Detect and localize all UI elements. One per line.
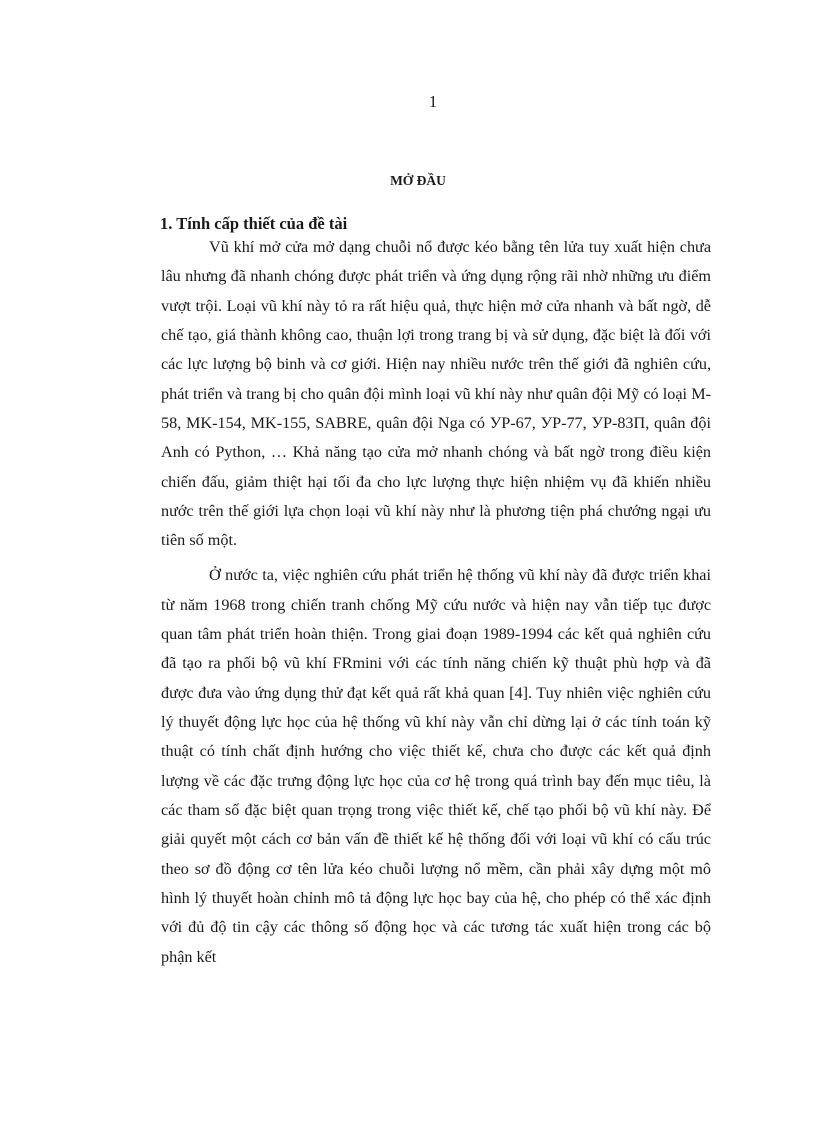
- section-heading: 1. Tính cấp thiết của đề tài: [160, 214, 348, 233]
- paragraph-2: Ở nước ta, việc nghiên cứu phát triển hệ thống vũ khí này đã được triển khai từ năm 1968 trong chiến tranh chống Mỹ cứu nước và hiện nay vẫn tiếp tục được quan tâm phát triển hoàn thiện. Trong giai đoạn 1989-1994 các kết quả nghiên cứu đã tạo ra phối bộ vũ khí FRmini với các tính năng chiến kỹ thuật phù hợp và đã được đưa vào ứng dụng thử đạt kết quả rất khả quan [4]. Tuy nhiên việc nghiên cứu lý thuyết động lực học của hệ thống vũ khí này vẫn chỉ dừng lại ở các tính toán kỹ thuật có tính chất định hướng cho việc thiết kế, chưa cho được các kết quả định lượng về các đặc trưng động lực học của cơ hệ trong quá trình bay đến mục tiêu, là các tham số đặc biệt quan trọng trong việc thiết kế, chế tạo phối bộ vũ khí này. Để giải quyết một cách cơ bản vấn đề thiết kế hệ thống đối với loại vũ khí có cấu trúc theo sơ đồ động cơ tên lửa kéo chuỗi lượng nổ mềm, cần phải xây dựng một mô hình lý thuyết hoàn chỉnh mô tả động lực học bay của hệ, cho phép có thể xác định với đủ độ tin cậy các thông số động học và các tương tác xuất hiện trong các bộ phận kết: [161, 566, 711, 966]
- paragraph-1: Vũ khí mở cửa mở dạng chuỗi nổ được kéo bằng tên lửa tuy xuất hiện chưa lâu nhưng đã nhanh chóng được phát triển và ứng dụng rộng rãi nhờ những ưu điểm vượt trội. Loại vũ khí này tỏ ra rất hiệu quả, thực hiện mở cửa nhanh và bất ngờ, dễ chế tạo, giá thành không cao, thuận lợi trong trang bị và sử dụng, đặc biệt là đối với các lực lượng bộ binh và cơ giới. Hiện nay nhiều nước trên thế giới đã nghiên cứu, phát triển và trang bị cho quân đội mình loại vũ khí này như quân đội Mỹ có loại M-58, MK-154, MK-155, SABRE, quân đội Nga có УР-67, УР-77, УР-83П, quân đội Anh có Python, … Khả năng tạo cửa mở nhanh chóng và bất ngờ trong điều kiện chiến đấu, giảm thiệt hại tối đa cho lực lượng thực hiện nhiệm vụ đã khiến nhiều nước trên thế giới lựa chọn loại vũ khí này như là phương tiện phá chướng ngại ưu tiên số một.: [161, 238, 711, 550]
- page-number: 1: [428, 92, 438, 111]
- chapter-title: MỞ ĐẦU: [390, 173, 446, 188]
- body-text: [161, 233, 711, 972]
